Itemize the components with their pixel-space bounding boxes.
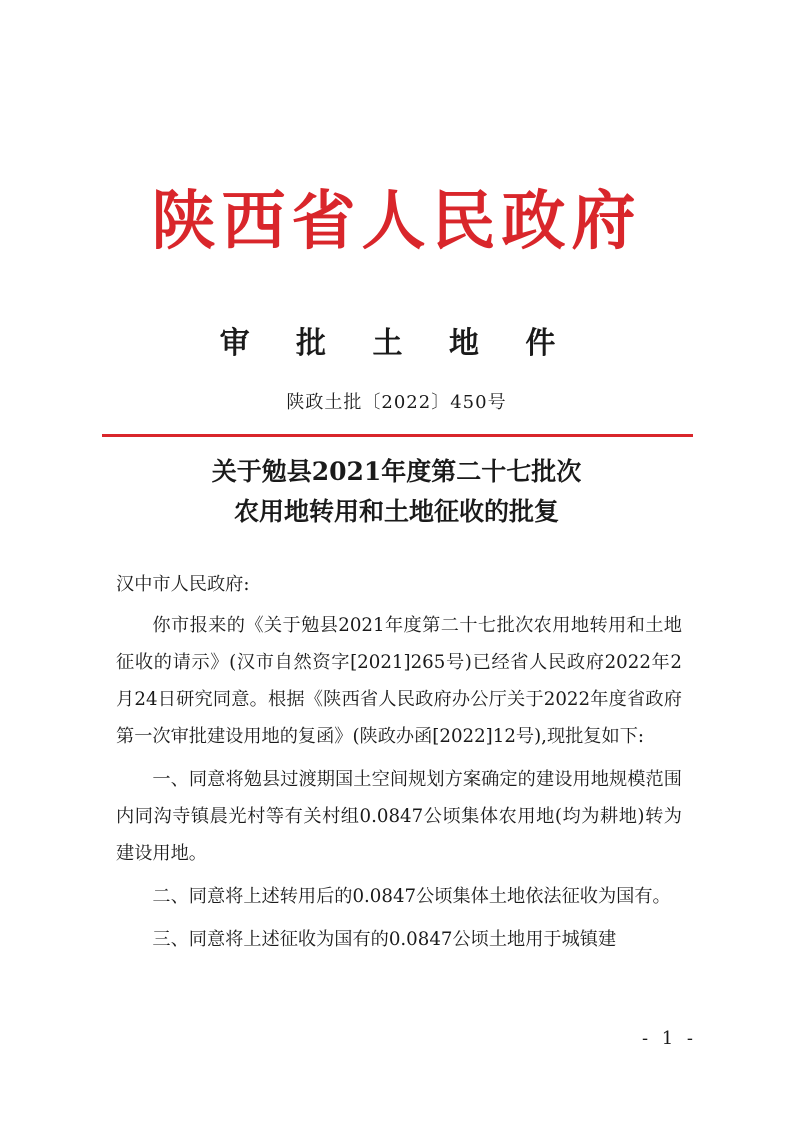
document-title [0,452,793,532]
body-paragraph: 你市报来的《关于勉县2021年度第二十七批次农用地转用和土地征收的请示》(汉市自然资字[2021]265号)已经省人民政府2022年2月24日研究同意。根据《陕西省人民政府办公厅关于2022年度省政府第一次审批建设用地的复函》(陕政办函[2022]12号),现批复如下: [116,615,682,747]
page-number: - 1 - [641,1028,697,1049]
body-paragraph: 二、同意将上述转用后的0.0847公顷集体土地依法征收为国有。 [152,886,671,907]
addressee: 汉中市人民政府: [116,574,250,595]
body-paragraph: 三、同意将上述征收为国有的0.0847公顷土地用于城镇建 [152,929,617,950]
document-number: 陕政土批〔2022〕450号 [286,392,507,413]
document-type: 审 批 土 地 件 [219,326,574,361]
title-line-1: 关于勉县2021年度第二十七批次 [211,457,582,486]
document-body [116,566,682,964]
red-divider-line [102,434,693,437]
body-paragraph: 一、同意将勉县过渡期国土空间规划方案确定的建设用地规模范围内同沟寺镇晨光村等有关村组0.0847公顷集体农用地(均为耕地)转为建设用地。 [116,769,682,864]
title-line-2: 农用地转用和土地征收的批复 [233,497,559,526]
issuer-heading: 陕西省人民政府 [151,184,642,259]
